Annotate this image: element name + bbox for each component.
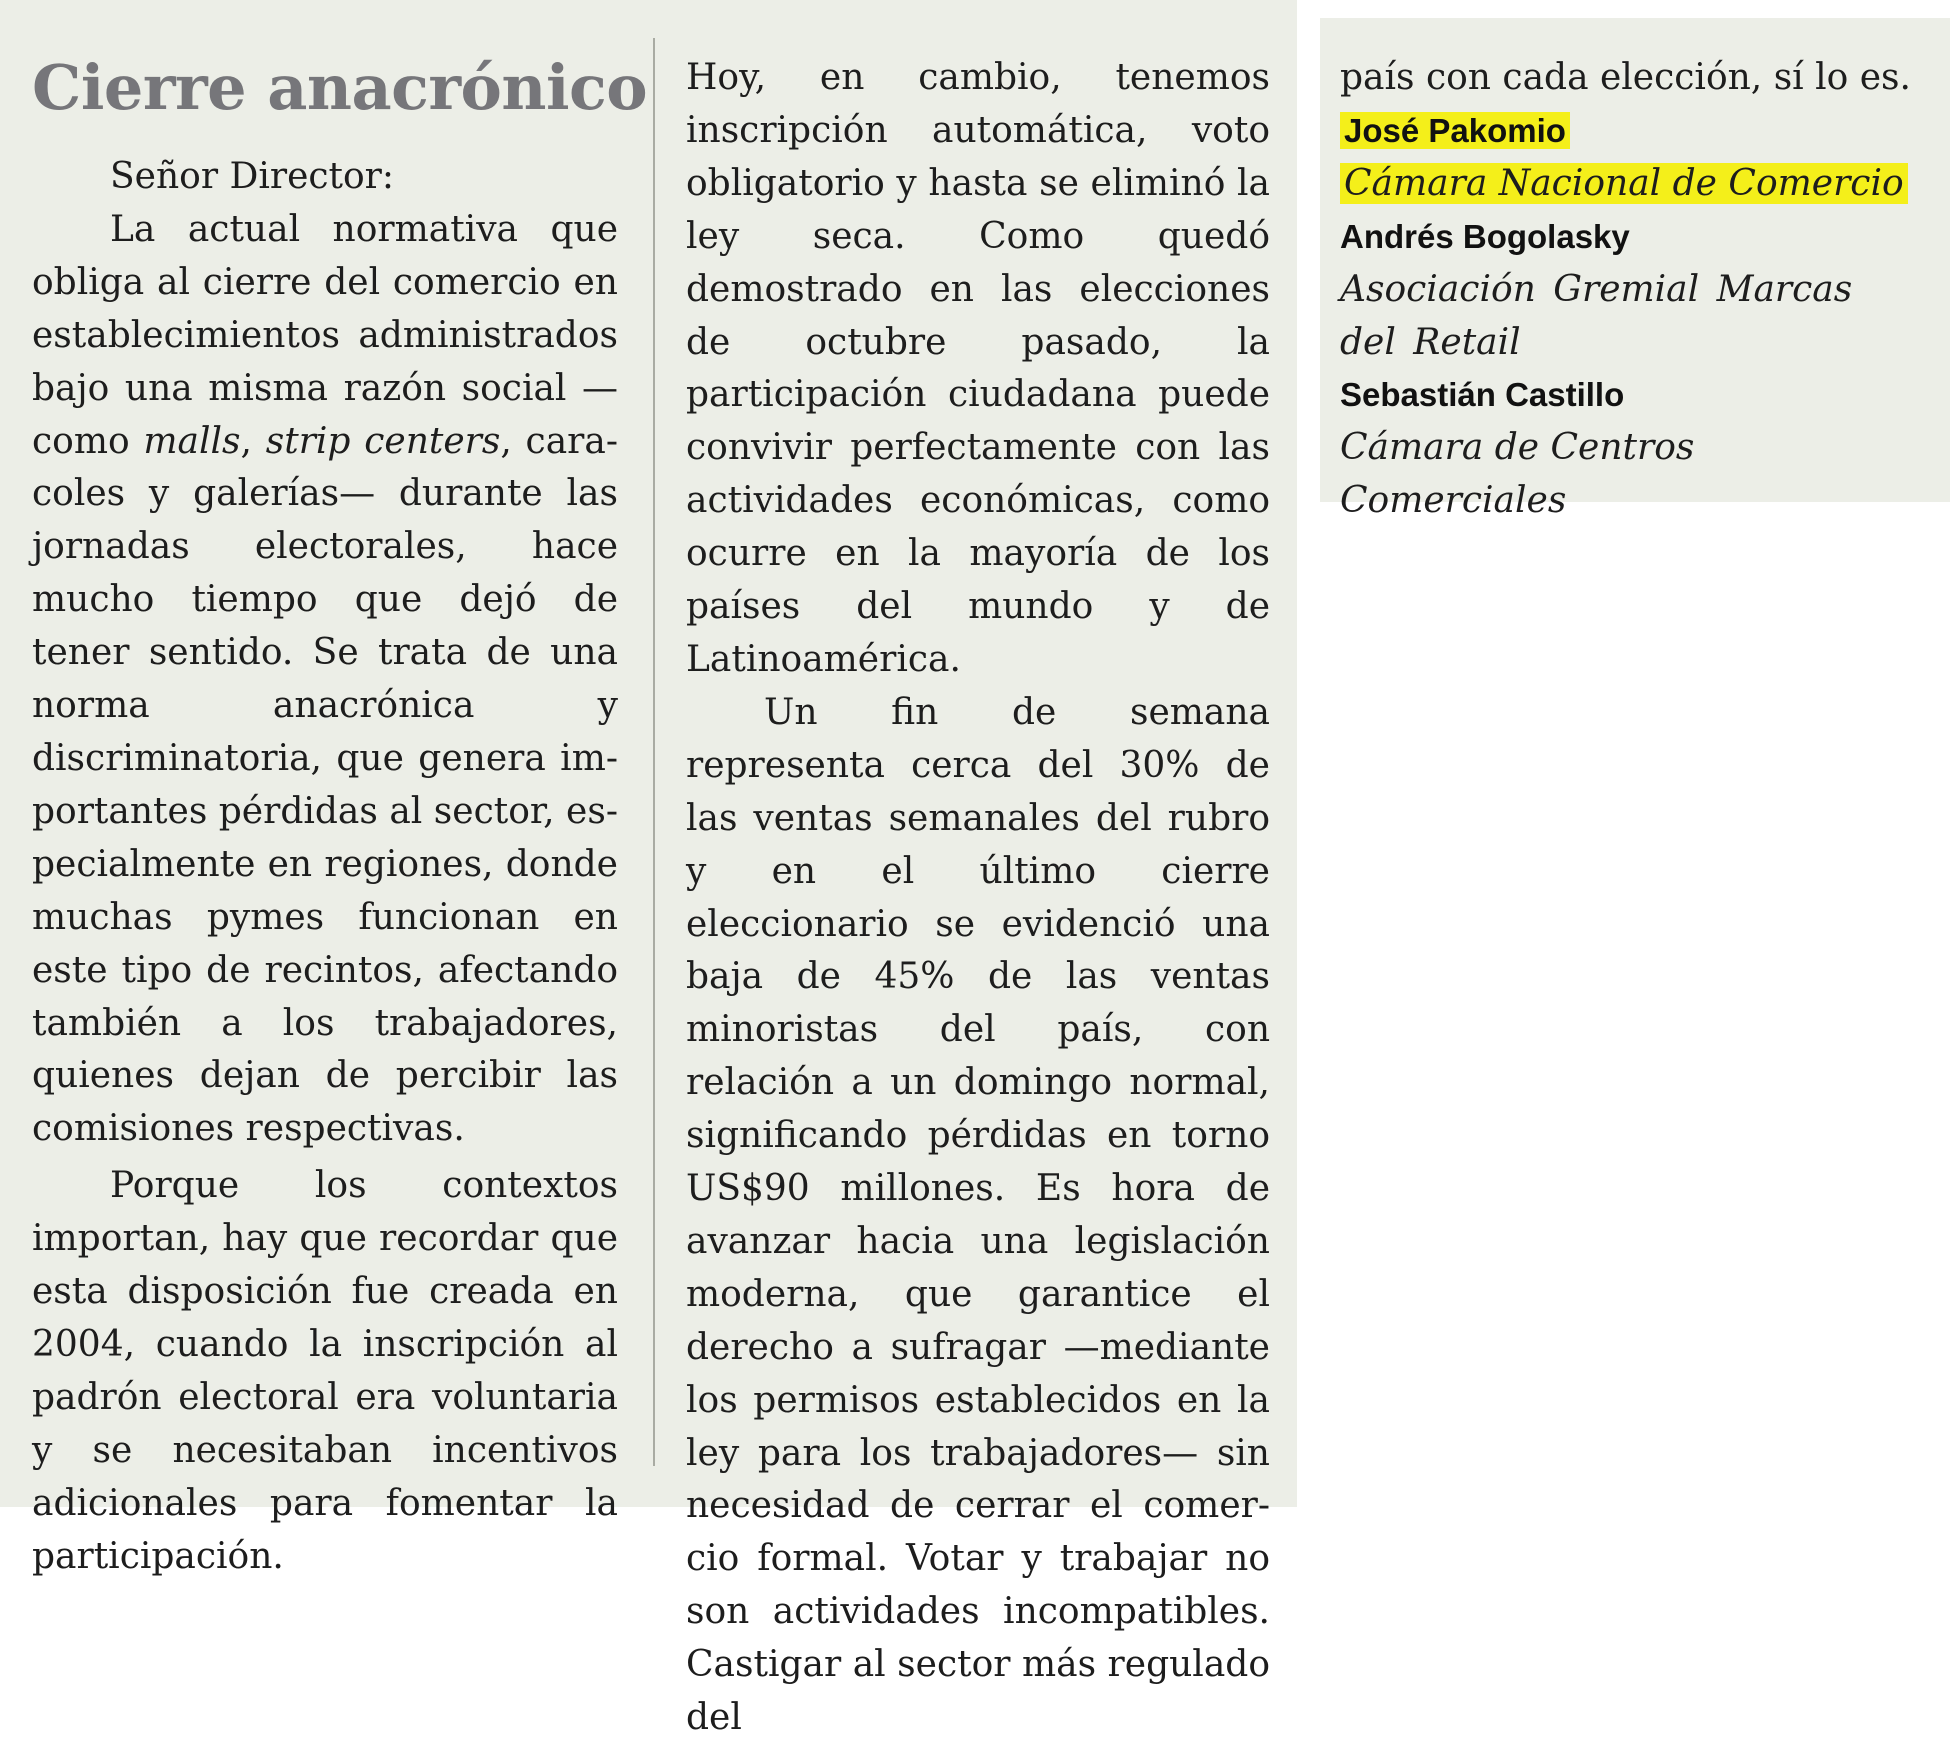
column-1 [32, 151, 618, 1583]
column-divider [653, 38, 655, 1466]
paragraph-2: Porque los contextos importan, hay que recordar que esta disposición fue creada en 2004, cuando la inscripción al padrón electoral era voluntaria y se necesitaban incentivos adicionales para fomentar la participación. [32, 1165, 618, 1577]
signature-2-name [1340, 211, 1922, 264]
paragraph-1-lead: La actual normativa que obliga al cierre del comercio en establecimientos administrados bajo una misma razón social —como [32, 208, 618, 462]
paragraph-4: Un fin de semana representa cerca del 30% de las ventas semanales del rubro y en el último cierre eleccionario se evidenció una baja de 45% de las ventas minoristas del país, con relación a un domingo normal, significando pérdidas en torno US$90 millones. Es hora de avanzar hacia una legislación moderna, que garantice el derecho a sufragar —mediante los permisos establecidos en la ley para los trabajadores— sin necesidad de cerrar el comercio formal. Votar y trabajar no son actividades incompatibles. Castigar al sector más regulado del [686, 691, 1270, 1739]
column-2 [686, 52, 1270, 1745]
signature-3-name-text: Sebastián Castillo [1340, 376, 1625, 414]
headline: Cierre anacrónico [32, 51, 648, 124]
comma-separator: , [240, 420, 266, 462]
signature-1-org [1340, 158, 1922, 211]
paragraph-1 [32, 204, 618, 1156]
signature-2-org: Asociación Gremial Marcas del Retail [1340, 268, 1853, 363]
column-3 [1340, 52, 1922, 528]
signature-2-name-text: Andrés Bogolasky [1340, 217, 1630, 255]
signature-3-name [1340, 369, 1922, 422]
word-strip-centers: strip centers [265, 420, 501, 462]
signature-1-name [1340, 105, 1922, 158]
signature-1-name-text: José Pakomio [1340, 112, 1570, 149]
closing-line: país con cada elección, sí lo es. [1340, 57, 1911, 98]
paragraph-3: Hoy, en cambio, tenemos inscripción automática, voto obligatorio y hasta se eliminó la ley seca. Como quedó demostrado en las elecciones de octubre pasado, la participación ciudadana puede convivir perfectamente con las actividades económicas, como ocurre en la mayoría de los países del mundo y de Latinoamérica. [686, 57, 1270, 680]
signature-1-org-text: Cámara Nacional de Comercio [1340, 163, 1908, 204]
signature-3-org: Cámara de Centros Comerciales [1340, 427, 1695, 522]
salutation: Señor Director: [110, 156, 395, 197]
paragraph-1-rest: , caracoles y galerías— durante las jornadas electorales, hace mucho tiempo que dejó de tener sentido. Se trata de una norma anacrónica y discriminatoria, que genera importantes pérdidas al sector, especialmente en regiones, donde muchas pymes funcionan en este tipo de recintos, afectando también a los trabajadores, quienes dejan de percibir las comisiones respectivas. [32, 420, 619, 1150]
word-malls: malls [143, 420, 241, 462]
